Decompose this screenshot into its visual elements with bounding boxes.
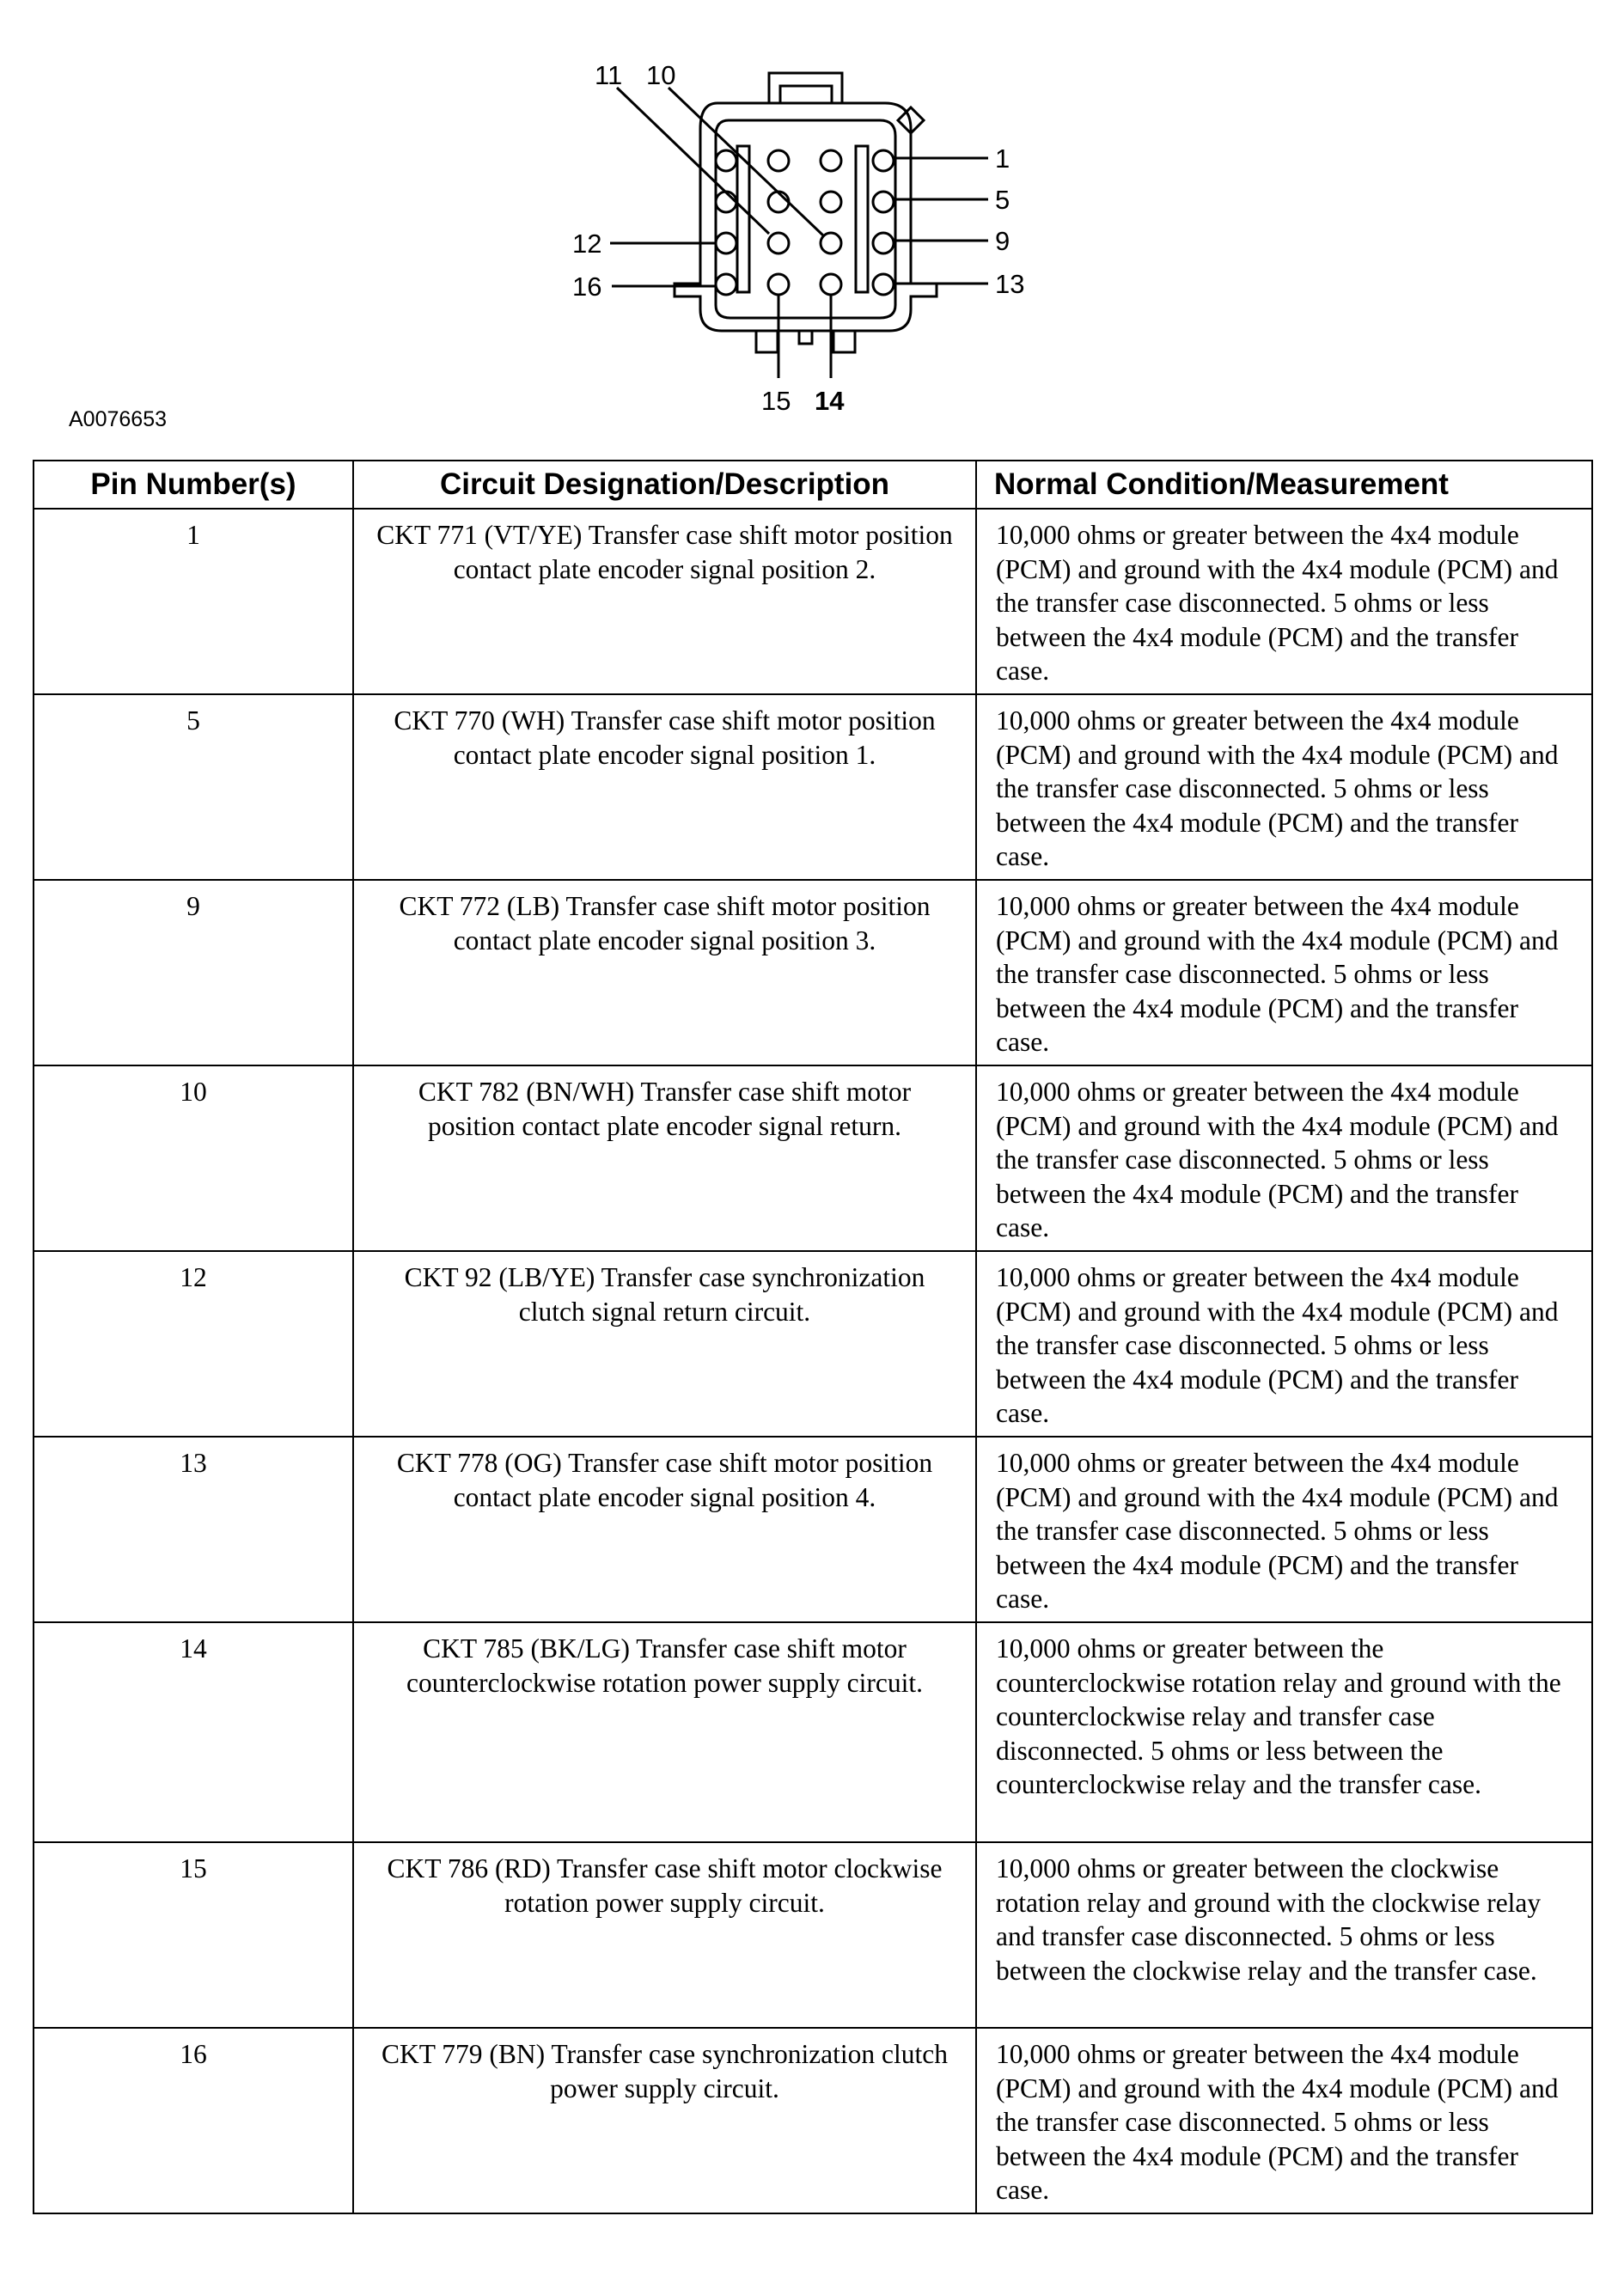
column-header-condition: Normal Condition/Measurement (976, 461, 1592, 509)
table-row (34, 1842, 1592, 2028)
pin-label: 9 (995, 226, 1010, 256)
column-header-circuit: Circuit Designation/Description (353, 461, 976, 509)
circuit-description: CKT 778 (OG) Transfer case shift motor position contact plate encoder signal position 4. (353, 1437, 976, 1622)
connector-diagram (0, 0, 1624, 447)
normal-condition: 10,000 ohms or greater between the 4x4 module (PCM) and ground with the 4x4 module (PCM) and the transfer case disconnected. 5 ohms or less between the 4x4 module (PCM) and the transfer case. (976, 2028, 1592, 2213)
pin-number: 13 (34, 1437, 353, 1622)
normal-condition: 10,000 ohms or greater between the 4x4 module (PCM) and ground with the 4x4 module (PCM) and the transfer case disconnected. 5 ohms or less between the 4x4 module (PCM) and the transfer case. (976, 509, 1592, 694)
pin-label: 1 (995, 143, 1010, 174)
normal-condition: 10,000 ohms or greater between the 4x4 module (PCM) and ground with the 4x4 module (PCM) and the transfer case disconnected. 5 ohms or less between the 4x4 module (PCM) and the transfer case. (976, 1065, 1592, 1251)
table-row (34, 880, 1592, 1065)
table-row (34, 1437, 1592, 1622)
table-header-row (34, 461, 1592, 509)
pin-table (33, 460, 1593, 2214)
circuit-description: CKT 785 (BK/LG) Transfer case shift motor counterclockwise rotation power supply circuit. (353, 1622, 976, 1842)
table-row (34, 1622, 1592, 1842)
figure-id: A0076653 (69, 407, 168, 431)
circuit-description: CKT 770 (WH) Transfer case shift motor position contact plate encoder signal position 1. (353, 694, 976, 880)
pin-label: 13 (995, 269, 1025, 299)
pin-label: 14 (815, 386, 845, 416)
normal-condition: 10,000 ohms or greater between the 4x4 module (PCM) and ground with the 4x4 module (PCM) and the transfer case disconnected. 5 ohms or less between the 4x4 module (PCM) and the transfer case. (976, 694, 1592, 880)
circuit-description: CKT 92 (LB/YE) Transfer case synchronization clutch signal return circuit. (353, 1251, 976, 1437)
circuit-description: CKT 772 (LB) Transfer case shift motor position contact plate encoder signal position 3. (353, 880, 976, 1065)
pin-number: 9 (34, 880, 353, 1065)
normal-condition: 10,000 ohms or greater between the 4x4 module (PCM) and ground with the 4x4 module (PCM) and the transfer case disconnected. 5 ohms or less between the 4x4 module (PCM) and the transfer case. (976, 1251, 1592, 1437)
pin-label: 10 (646, 60, 676, 90)
pin-number: 5 (34, 694, 353, 880)
normal-condition: 10,000 ohms or greater between the 4x4 module (PCM) and ground with the 4x4 module (PCM) and the transfer case disconnected. 5 ohms or less between the 4x4 module (PCM) and the transfer case. (976, 1437, 1592, 1622)
circuit-description: CKT 779 (BN) Transfer case synchronization clutch power supply circuit. (353, 2028, 976, 2213)
table-row (34, 1065, 1592, 1251)
circuit-description: CKT 786 (RD) Transfer case shift motor clockwise rotation power supply circuit. (353, 1842, 976, 2028)
table-row (34, 509, 1592, 694)
normal-condition: 10,000 ohms or greater between the counterclockwise rotation relay and ground with the counterclockwise relay and transfer case disconnected. 5 ohms or less between the counterclockwise relay and the transfer case. (976, 1622, 1592, 1842)
circuit-description: CKT 782 (BN/WH) Transfer case shift motor position contact plate encoder signal return. (353, 1065, 976, 1251)
pin-number: 15 (34, 1842, 353, 2028)
pin-label: 12 (572, 229, 602, 259)
pin-label: 5 (995, 185, 1010, 215)
column-header-pin: Pin Number(s) (34, 461, 353, 509)
pin-number: 1 (34, 509, 353, 694)
normal-condition: 10,000 ohms or greater between the 4x4 module (PCM) and ground with the 4x4 module (PCM) and the transfer case disconnected. 5 ohms or less between the 4x4 module (PCM) and the transfer case. (976, 880, 1592, 1065)
pin-number: 10 (34, 1065, 353, 1251)
connector-face-drawing (0, 0, 1624, 447)
table-row (34, 1251, 1592, 1437)
pin-label: 15 (761, 386, 791, 416)
pin-label: 16 (572, 272, 602, 302)
table-row (34, 2028, 1592, 2213)
pin-number: 12 (34, 1251, 353, 1437)
normal-condition: 10,000 ohms or greater between the clockwise rotation relay and ground with the clockwise relay and transfer case disconnected. 5 ohms or less between the clockwise relay and the transfer case. (976, 1842, 1592, 2028)
table-row (34, 694, 1592, 880)
circuit-description: CKT 771 (VT/YE) Transfer case shift motor position contact plate encoder signal position 2. (353, 509, 976, 694)
pin-number: 16 (34, 2028, 353, 2213)
pin-label: 11 (595, 60, 623, 90)
pin-number: 14 (34, 1622, 353, 1842)
